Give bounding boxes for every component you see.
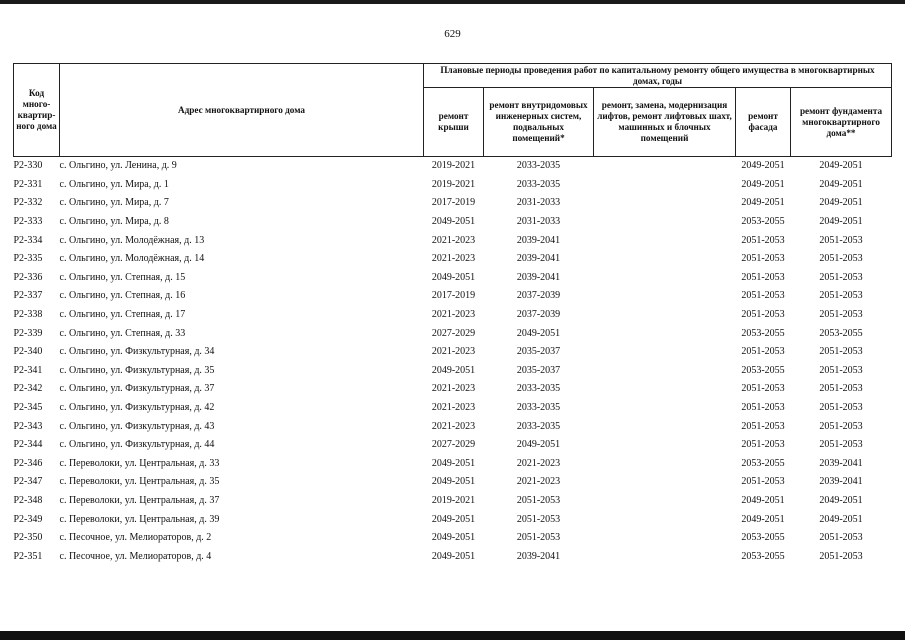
row-roof: 2049-2051 bbox=[431, 271, 476, 283]
row-lifts bbox=[594, 213, 736, 232]
row-roof: 2017-2019 bbox=[431, 197, 476, 209]
header-address: Адрес многоквартирного дома bbox=[60, 64, 424, 157]
row-facade: 2051-2053 bbox=[741, 309, 785, 321]
row-code: Р2-339 bbox=[13, 327, 43, 339]
row-systems: 2049-2051 bbox=[516, 439, 561, 451]
row-roof: 2049-2051 bbox=[431, 532, 476, 544]
row-lifts bbox=[594, 157, 736, 176]
row-systems: 2049-2051 bbox=[516, 327, 561, 339]
table-row bbox=[14, 362, 892, 381]
row-address: с. Ольгино, ул. Степная, д. 15 bbox=[59, 271, 186, 283]
row-address: с. Ольгино, ул. Степная, д. 33 bbox=[59, 327, 186, 339]
table-row bbox=[14, 417, 892, 436]
row-code: Р2-337 bbox=[13, 290, 43, 302]
table-row bbox=[14, 455, 892, 474]
row-foundation: 2051-2053 bbox=[819, 550, 863, 562]
row-systems: 2021-2023 bbox=[516, 476, 561, 488]
row-code: Р2-336 bbox=[13, 271, 43, 283]
row-lifts bbox=[594, 510, 736, 529]
row-code: Р2-343 bbox=[13, 420, 43, 432]
row-facade: 2051-2053 bbox=[741, 476, 785, 488]
row-facade: 2051-2053 bbox=[741, 383, 785, 395]
row-code: Р2-345 bbox=[13, 402, 43, 414]
row-roof: 2017-2019 bbox=[431, 290, 476, 302]
row-roof: 2049-2051 bbox=[431, 513, 476, 525]
row-roof: 2021-2023 bbox=[431, 420, 476, 432]
row-code: Р2-330 bbox=[13, 160, 43, 172]
header-code: Код много-квартир-ного дома bbox=[14, 64, 60, 157]
row-lifts bbox=[594, 343, 736, 362]
table-row bbox=[14, 510, 892, 529]
row-systems: 2039-2041 bbox=[516, 234, 561, 246]
row-lifts bbox=[594, 269, 736, 288]
row-roof: 2019-2021 bbox=[431, 494, 476, 506]
row-facade: 2053-2055 bbox=[741, 457, 785, 469]
row-code: Р2-346 bbox=[13, 457, 43, 469]
row-systems: 2039-2041 bbox=[516, 550, 561, 562]
row-facade: 2049-2051 bbox=[741, 160, 785, 172]
table-row bbox=[14, 547, 892, 566]
row-code: Р2-349 bbox=[13, 513, 43, 525]
table-row bbox=[14, 324, 892, 343]
row-foundation: 2051-2053 bbox=[819, 346, 863, 358]
header-roof: ремонт крыши bbox=[424, 88, 484, 157]
row-address: с. Ольгино, ул. Молодёжная, д. 14 bbox=[59, 253, 205, 265]
row-facade: 2051-2053 bbox=[741, 346, 785, 358]
row-code: Р2-351 bbox=[13, 550, 43, 562]
table-row bbox=[14, 176, 892, 195]
row-facade: 2053-2055 bbox=[741, 550, 785, 562]
row-lifts bbox=[594, 417, 736, 436]
table-row bbox=[14, 399, 892, 418]
row-foundation: 2051-2053 bbox=[819, 532, 863, 544]
row-address: с. Песочное, ул. Мелиораторов, д. 4 bbox=[59, 550, 212, 562]
row-address: с. Переволоки, ул. Центральная, д. 39 bbox=[59, 513, 220, 525]
row-foundation: 2051-2053 bbox=[819, 309, 863, 321]
row-roof: 2021-2023 bbox=[431, 383, 476, 395]
row-roof: 2049-2051 bbox=[431, 364, 476, 376]
row-lifts bbox=[594, 176, 736, 195]
row-facade: 2049-2051 bbox=[741, 494, 785, 506]
row-roof: 2021-2023 bbox=[431, 253, 476, 265]
row-lifts bbox=[594, 287, 736, 306]
row-facade: 2053-2055 bbox=[741, 532, 785, 544]
header-facade: ремонт фасада bbox=[736, 88, 791, 157]
row-foundation: 2051-2053 bbox=[819, 253, 863, 265]
bottom-scan-edge bbox=[0, 631, 905, 640]
row-systems: 2021-2023 bbox=[516, 457, 561, 469]
row-lifts bbox=[594, 231, 736, 250]
row-foundation: 2039-2041 bbox=[819, 457, 863, 469]
row-facade: 2051-2053 bbox=[741, 234, 785, 246]
row-facade: 2051-2053 bbox=[741, 402, 785, 414]
row-address: с. Песочное, ул. Мелиораторов, д. 2 bbox=[59, 532, 212, 544]
row-address: с. Ольгино, ул. Физкультурная, д. 43 bbox=[59, 420, 215, 432]
table-row bbox=[14, 492, 892, 511]
row-lifts bbox=[594, 380, 736, 399]
row-lifts bbox=[594, 362, 736, 381]
row-facade: 2049-2051 bbox=[741, 197, 785, 209]
row-roof: 2021-2023 bbox=[431, 234, 476, 246]
header-systems: ремонт внутридомовых инженерных систем, подвальных помещений* bbox=[484, 88, 594, 157]
row-address: с. Переволоки, ул. Центральная, д. 35 bbox=[59, 476, 220, 488]
row-lifts bbox=[594, 250, 736, 269]
table-row bbox=[14, 287, 892, 306]
table-row bbox=[14, 231, 892, 250]
row-code: Р2-350 bbox=[13, 532, 43, 544]
row-systems: 2031-2033 bbox=[516, 197, 561, 209]
row-roof: 2027-2029 bbox=[431, 439, 476, 451]
row-roof: 2019-2021 bbox=[431, 160, 476, 172]
row-facade: 2053-2055 bbox=[741, 327, 785, 339]
row-address: с. Ольгино, ул. Молодёжная, д. 13 bbox=[59, 234, 205, 246]
row-roof: 2021-2023 bbox=[431, 402, 476, 414]
row-systems: 2051-2053 bbox=[516, 494, 561, 506]
row-foundation: 2051-2053 bbox=[819, 402, 863, 414]
row-systems: 2039-2041 bbox=[516, 271, 561, 283]
row-address: с. Ольгино, ул. Ленина, д. 9 bbox=[59, 160, 177, 172]
row-facade: 2049-2051 bbox=[741, 513, 785, 525]
row-lifts bbox=[594, 547, 736, 566]
page-number: 629 bbox=[444, 28, 461, 40]
row-systems: 2051-2053 bbox=[516, 532, 561, 544]
table-row bbox=[14, 213, 892, 232]
row-facade: 2049-2051 bbox=[741, 178, 785, 190]
row-code: Р2-340 bbox=[13, 346, 43, 358]
table-row bbox=[14, 250, 892, 269]
row-lifts bbox=[594, 473, 736, 492]
row-code: Р2-338 bbox=[13, 309, 43, 321]
row-lifts bbox=[594, 529, 736, 548]
row-lifts bbox=[594, 492, 736, 511]
row-foundation: 2051-2053 bbox=[819, 420, 863, 432]
row-roof: 2021-2023 bbox=[431, 346, 476, 358]
row-roof: 2019-2021 bbox=[431, 178, 476, 190]
row-facade: 2051-2053 bbox=[741, 253, 785, 265]
row-code: Р2-332 bbox=[13, 197, 43, 209]
header-group: Плановые периоды проведения работ по капитальному ремонту общего имущества в многоквартирных домах, годы bbox=[424, 64, 892, 88]
row-facade: 2051-2053 bbox=[741, 271, 785, 283]
row-lifts bbox=[594, 324, 736, 343]
row-address: с. Переволоки, ул. Центральная, д. 37 bbox=[59, 494, 220, 506]
row-facade: 2053-2055 bbox=[741, 364, 785, 376]
row-foundation: 2051-2053 bbox=[819, 234, 863, 246]
table-row bbox=[14, 343, 892, 362]
row-address: с. Ольгино, ул. Физкультурная, д. 44 bbox=[59, 439, 215, 451]
row-lifts bbox=[594, 436, 736, 455]
row-foundation: 2051-2053 bbox=[819, 271, 863, 283]
row-foundation: 2053-2055 bbox=[819, 327, 863, 339]
row-lifts bbox=[594, 306, 736, 325]
row-foundation: 2049-2051 bbox=[819, 513, 863, 525]
row-roof: 2049-2051 bbox=[431, 476, 476, 488]
row-address: с. Ольгино, ул. Мира, д. 8 bbox=[59, 216, 169, 228]
table-row bbox=[14, 157, 892, 176]
row-address: с. Ольгино, ул. Мира, д. 1 bbox=[59, 178, 169, 190]
row-code: Р2-342 bbox=[13, 383, 43, 395]
row-facade: 2051-2053 bbox=[741, 420, 785, 432]
row-foundation: 2049-2051 bbox=[819, 160, 863, 172]
table-body bbox=[14, 157, 892, 567]
row-lifts bbox=[594, 399, 736, 418]
row-roof: 2049-2051 bbox=[431, 216, 476, 228]
table-row bbox=[14, 306, 892, 325]
row-facade: 2051-2053 bbox=[741, 290, 785, 302]
row-systems: 2037-2039 bbox=[516, 309, 561, 321]
row-code: Р2-331 bbox=[13, 178, 43, 190]
row-foundation: 2049-2051 bbox=[819, 197, 863, 209]
top-scan-edge bbox=[0, 0, 905, 4]
row-systems: 2033-2035 bbox=[516, 402, 561, 414]
row-code: Р2-334 bbox=[13, 234, 43, 246]
table-row bbox=[14, 269, 892, 288]
row-code: Р2-333 bbox=[13, 216, 43, 228]
row-roof: 2049-2051 bbox=[431, 550, 476, 562]
row-address: с. Ольгино, ул. Мира, д. 7 bbox=[59, 197, 169, 209]
row-address: с. Ольгино, ул. Физкультурная, д. 34 bbox=[59, 346, 215, 358]
table-row bbox=[14, 436, 892, 455]
row-code: Р2-347 bbox=[13, 476, 43, 488]
header-foundation: ремонт фундамента многоквартирного дома** bbox=[791, 88, 892, 157]
row-address: с. Ольгино, ул. Физкультурная, д. 42 bbox=[59, 402, 215, 414]
row-facade: 2051-2053 bbox=[741, 439, 785, 451]
row-foundation: 2049-2051 bbox=[819, 494, 863, 506]
row-code: Р2-344 bbox=[13, 439, 43, 451]
row-lifts bbox=[594, 194, 736, 213]
row-address: с. Ольгино, ул. Физкультурная, д. 37 bbox=[59, 383, 215, 395]
row-systems: 2031-2033 bbox=[516, 216, 561, 228]
row-systems: 2035-2037 bbox=[516, 346, 561, 358]
row-foundation: 2051-2053 bbox=[819, 383, 863, 395]
row-lifts bbox=[594, 455, 736, 474]
row-foundation: 2051-2053 bbox=[819, 439, 863, 451]
row-code: Р2-335 bbox=[13, 253, 43, 265]
row-code: Р2-341 bbox=[13, 364, 43, 376]
row-systems: 2037-2039 bbox=[516, 290, 561, 302]
row-roof: 2049-2051 bbox=[431, 457, 476, 469]
row-systems: 2033-2035 bbox=[516, 160, 561, 172]
table-row bbox=[14, 529, 892, 548]
row-roof: 2027-2029 bbox=[431, 327, 476, 339]
row-address: с. Ольгино, ул. Физкультурная, д. 35 bbox=[59, 364, 215, 376]
row-facade: 2053-2055 bbox=[741, 216, 785, 228]
row-address: с. Переволоки, ул. Центральная, д. 33 bbox=[59, 457, 220, 469]
row-address: с. Ольгино, ул. Степная, д. 16 bbox=[59, 290, 186, 302]
row-foundation: 2039-2041 bbox=[819, 476, 863, 488]
header-lifts: ремонт, замена, модернизация лифтов, ремонт лифтовых шахт, машинных и блочных помещений bbox=[594, 88, 736, 157]
row-foundation: 2051-2053 bbox=[819, 290, 863, 302]
row-code: Р2-348 bbox=[13, 494, 43, 506]
row-foundation: 2049-2051 bbox=[819, 216, 863, 228]
row-address: с. Ольгино, ул. Степная, д. 17 bbox=[59, 309, 186, 321]
capital-repair-table bbox=[13, 63, 892, 566]
table-row bbox=[14, 473, 892, 492]
row-foundation: 2051-2053 bbox=[819, 364, 863, 376]
row-systems: 2035-2037 bbox=[516, 364, 561, 376]
row-systems: 2039-2041 bbox=[516, 253, 561, 265]
row-systems: 2033-2035 bbox=[516, 383, 561, 395]
table-row bbox=[14, 194, 892, 213]
row-systems: 2051-2053 bbox=[516, 513, 561, 525]
row-systems: 2033-2035 bbox=[516, 178, 561, 190]
table-row bbox=[14, 380, 892, 399]
row-roof: 2021-2023 bbox=[431, 309, 476, 321]
row-systems: 2033-2035 bbox=[516, 420, 561, 432]
row-foundation: 2049-2051 bbox=[819, 178, 863, 190]
